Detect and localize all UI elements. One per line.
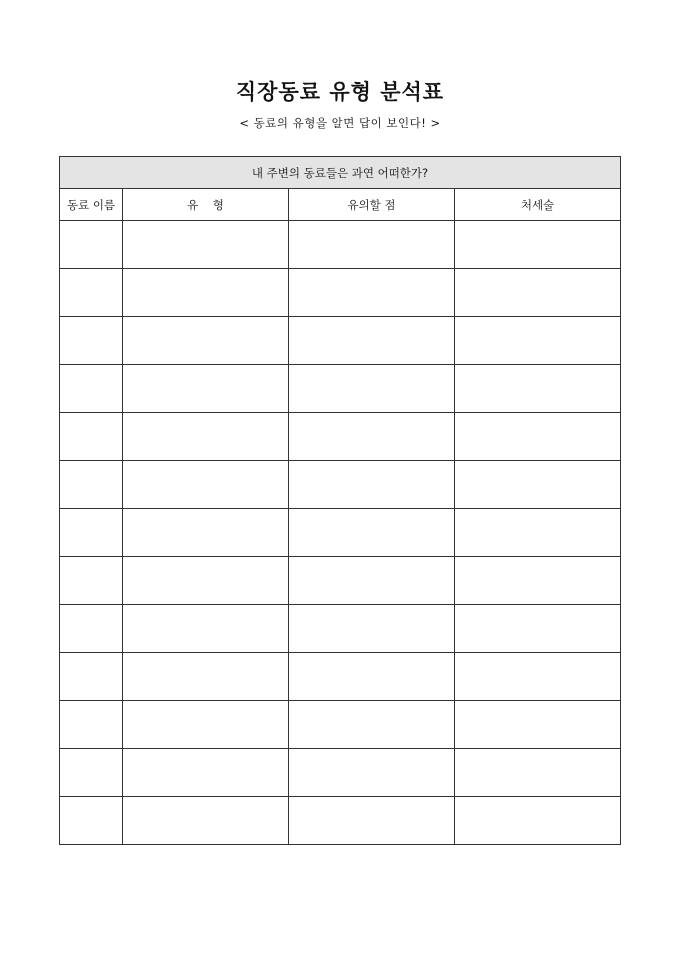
cell-cautions[interactable]: [289, 749, 455, 797]
cell-cautions[interactable]: [289, 605, 455, 653]
cell-name[interactable]: [60, 605, 123, 653]
table-banner-row: [60, 157, 621, 189]
coworker-analysis-table: [59, 156, 621, 845]
cell-type[interactable]: [123, 221, 289, 269]
table-row: [60, 461, 621, 509]
cell-type[interactable]: [123, 269, 289, 317]
cell-name[interactable]: [60, 509, 123, 557]
cell-name[interactable]: [60, 461, 123, 509]
cell-tactics[interactable]: [455, 221, 621, 269]
cell-cautions[interactable]: [289, 221, 455, 269]
table-row: [60, 557, 621, 605]
cell-type[interactable]: [123, 509, 289, 557]
cell-tactics[interactable]: [455, 317, 621, 365]
cell-type[interactable]: [123, 317, 289, 365]
cell-tactics[interactable]: [455, 365, 621, 413]
cell-cautions[interactable]: [289, 365, 455, 413]
cell-type[interactable]: [123, 605, 289, 653]
cell-name[interactable]: [60, 365, 123, 413]
table-row: [60, 509, 621, 557]
cell-cautions[interactable]: [289, 413, 455, 461]
cell-tactics[interactable]: [455, 605, 621, 653]
table-row: [60, 317, 621, 365]
cell-type[interactable]: [123, 749, 289, 797]
cell-type[interactable]: [123, 797, 289, 845]
cell-cautions[interactable]: [289, 317, 455, 365]
cell-type[interactable]: [123, 365, 289, 413]
cell-cautions[interactable]: [289, 269, 455, 317]
cell-name[interactable]: [60, 269, 123, 317]
cell-tactics[interactable]: [455, 557, 621, 605]
table-banner: 내 주변의 동료들은 과연 어떠한가?: [60, 157, 621, 189]
cell-tactics[interactable]: [455, 413, 621, 461]
table-row: [60, 413, 621, 461]
table-row: [60, 365, 621, 413]
cell-type[interactable]: [123, 653, 289, 701]
cell-name[interactable]: [60, 797, 123, 845]
cell-tactics[interactable]: [455, 509, 621, 557]
cell-type[interactable]: [123, 557, 289, 605]
cell-name[interactable]: [60, 317, 123, 365]
table-row: [60, 605, 621, 653]
document-title: 직장동료 유형 분석표: [235, 79, 445, 104]
cell-name[interactable]: [60, 749, 123, 797]
cell-tactics[interactable]: [455, 701, 621, 749]
cell-tactics[interactable]: [455, 797, 621, 845]
table-row: [60, 797, 621, 845]
cell-tactics[interactable]: [455, 461, 621, 509]
cell-name[interactable]: [60, 413, 123, 461]
cell-cautions[interactable]: [289, 557, 455, 605]
table-header-row: [60, 189, 621, 221]
cell-name[interactable]: [60, 701, 123, 749]
cell-type[interactable]: [123, 461, 289, 509]
cell-name[interactable]: [60, 653, 123, 701]
column-header-name: 동료 이름: [60, 189, 123, 221]
column-header-type: 유 형: [123, 189, 289, 221]
table-row: [60, 749, 621, 797]
cell-cautions[interactable]: [289, 701, 455, 749]
cell-tactics[interactable]: [455, 749, 621, 797]
cell-cautions[interactable]: [289, 797, 455, 845]
column-header-tactics: 처세술: [455, 189, 621, 221]
cell-name[interactable]: [60, 221, 123, 269]
cell-cautions[interactable]: [289, 653, 455, 701]
cell-type[interactable]: [123, 413, 289, 461]
cell-cautions[interactable]: [289, 509, 455, 557]
cell-tactics[interactable]: [455, 653, 621, 701]
cell-tactics[interactable]: [455, 269, 621, 317]
cell-name[interactable]: [60, 557, 123, 605]
table-row: [60, 221, 621, 269]
document-subtitle: < 동료의 유형을 알면 답이 보인다! >: [239, 116, 441, 130]
table-row: [60, 701, 621, 749]
table-row: [60, 653, 621, 701]
cell-type[interactable]: [123, 701, 289, 749]
cell-cautions[interactable]: [289, 461, 455, 509]
table-row: [60, 269, 621, 317]
column-header-cautions: 유의할 점: [289, 189, 455, 221]
